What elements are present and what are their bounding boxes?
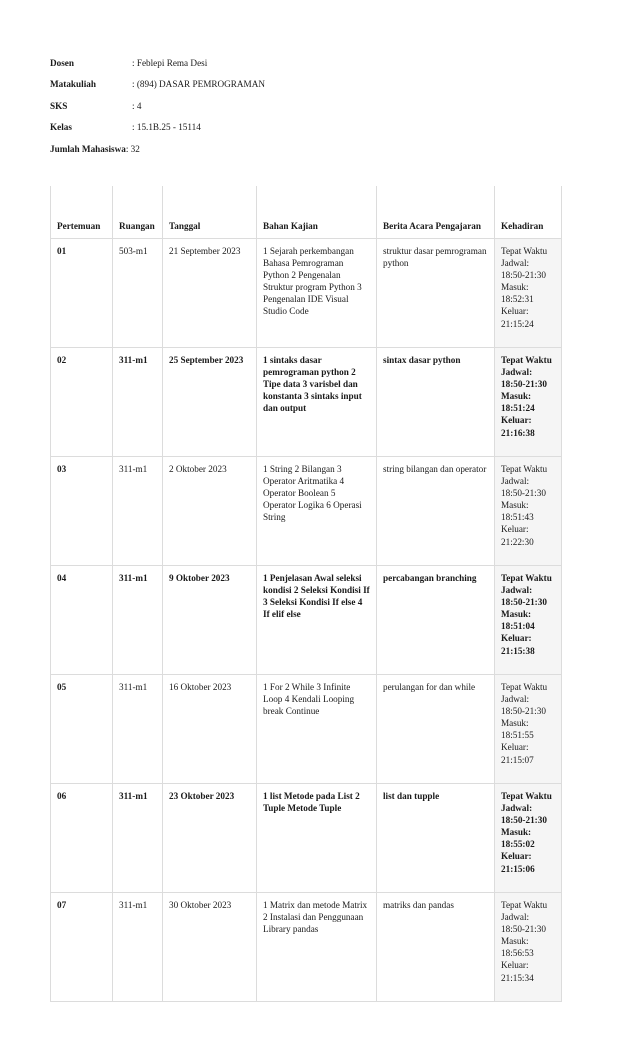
header-pertemuan: Pertemuan bbox=[51, 186, 113, 239]
table-row bbox=[51, 566, 562, 675]
course-info bbox=[50, 58, 265, 165]
cell-pertemuan: 01 bbox=[51, 239, 113, 348]
header-berita-acara: Berita Acara Pengajaran bbox=[377, 186, 495, 239]
cell-tanggal: 2 Oktober 2023 bbox=[163, 457, 257, 566]
info-dosen bbox=[50, 58, 265, 79]
cell-pertemuan: 04 bbox=[51, 566, 113, 675]
sks-value: : 4 bbox=[132, 100, 142, 111]
cell-berita-acara: list dan tupple bbox=[377, 784, 495, 893]
table-row bbox=[51, 784, 562, 893]
cell-kehadiran: Tepat Waktu Jadwal: 18:50-21:30 Masuk: 18:51:55 Keluar: 21:15:07 bbox=[495, 675, 562, 784]
cell-tanggal: 25 September 2023 bbox=[163, 348, 257, 457]
dosen-value: : Feblepi Rema Desi bbox=[132, 58, 208, 68]
header-bahan-kajian: Bahan Kajian bbox=[257, 186, 377, 239]
matakuliah-label: Matakuliah bbox=[50, 79, 96, 90]
cell-tanggal: 16 Oktober 2023 bbox=[163, 675, 257, 784]
info-kelas bbox=[50, 122, 265, 143]
cell-kehadiran: Tepat Waktu Jadwal: 18:50-21:30 Masuk: 18:56:53 Keluar: 21:15:34 bbox=[495, 893, 562, 1002]
header-tanggal: Tanggal bbox=[163, 186, 257, 239]
cell-pertemuan: 03 bbox=[51, 457, 113, 566]
dosen-label: Dosen bbox=[50, 58, 74, 68]
sks-label: SKS bbox=[50, 100, 68, 111]
cell-bahan-kajian: 1 String 2 Bilangan 3 Operator Aritmatika 4 Operator Boolean 5 Operator Logika 6 Operasi String bbox=[257, 457, 377, 566]
kelas-value: : 15.1B.25 - 15114 bbox=[132, 122, 201, 133]
cell-berita-acara: sintax dasar python bbox=[377, 348, 495, 457]
cell-berita-acara: matriks dan pandas bbox=[377, 893, 495, 1002]
info-matakuliah bbox=[50, 79, 265, 100]
cell-tanggal: 9 Oktober 2023 bbox=[163, 566, 257, 675]
cell-bahan-kajian: 1 Matrix dan metode Matrix 2 Instalasi dan Penggunaan Library pandas bbox=[257, 893, 377, 1002]
cell-ruangan: 311-m1 bbox=[113, 675, 163, 784]
header-ruangan: Ruangan bbox=[113, 186, 163, 239]
cell-pertemuan: 06 bbox=[51, 784, 113, 893]
cell-bahan-kajian: 1 Sejarah perkembangan Bahasa Pemrograman Python 2 Pengenalan Struktur program Python 3 Pengenalan IDE Visual Studio Code bbox=[257, 239, 377, 348]
cell-kehadiran: Tepat Waktu Jadwal: 18:50-21:30 Masuk: 18:51:04 Keluar: 21:15:38 bbox=[495, 566, 562, 675]
cell-ruangan: 311-m1 bbox=[113, 784, 163, 893]
cell-pertemuan: 05 bbox=[51, 675, 113, 784]
cell-ruangan: 311-m1 bbox=[113, 457, 163, 566]
info-jumlah bbox=[50, 144, 265, 165]
cell-berita-acara: percabangan branching bbox=[377, 566, 495, 675]
cell-tanggal: 21 September 2023 bbox=[163, 239, 257, 348]
cell-kehadiran: Tepat Waktu Jadwal: 18:50-21:30 Masuk: 18:52:31 Keluar: 21:15:24 bbox=[495, 239, 562, 348]
jumlah-value: : 32 bbox=[125, 143, 140, 154]
cell-ruangan: 311-m1 bbox=[113, 566, 163, 675]
cell-ruangan: 503-m1 bbox=[113, 239, 163, 348]
cell-bahan-kajian: 1 Penjelasan Awal seleksi kondisi 2 Seleksi Kondisi If 3 Seleksi Kondisi If else 4 If elif else bbox=[257, 566, 377, 675]
attendance-table bbox=[50, 186, 562, 1002]
jumlah-label: Jumlah Mahasiswa bbox=[50, 143, 126, 154]
cell-kehadiran: Tepat Waktu Jadwal: 18:50-21:30 Masuk: 18:51:43 Keluar: 21:22:30 bbox=[495, 457, 562, 566]
info-sks bbox=[50, 101, 265, 122]
table-row bbox=[51, 675, 562, 784]
kelas-label: Kelas bbox=[50, 122, 72, 133]
table-row bbox=[51, 893, 562, 1002]
cell-bahan-kajian: 1 list Metode pada List 2 Tuple Metode Tuple bbox=[257, 784, 377, 893]
cell-bahan-kajian: 1 sintaks dasar pemrograman python 2 Tipe data 3 varisbel dan konstanta 3 sintaks input dan output bbox=[257, 348, 377, 457]
table-header-row bbox=[51, 186, 562, 239]
cell-pertemuan: 07 bbox=[51, 893, 113, 1002]
table-row bbox=[51, 239, 562, 348]
table-row bbox=[51, 348, 562, 457]
cell-tanggal: 30 Oktober 2023 bbox=[163, 893, 257, 1002]
cell-ruangan: 311-m1 bbox=[113, 348, 163, 457]
cell-tanggal: 23 Oktober 2023 bbox=[163, 784, 257, 893]
cell-berita-acara: string bilangan dan operator bbox=[377, 457, 495, 566]
header-kehadiran: Kehadiran bbox=[495, 186, 562, 239]
cell-berita-acara: struktur dasar pemrograman python bbox=[377, 239, 495, 348]
matakuliah-value: : (894) DASAR PEMROGRAMAN bbox=[132, 79, 265, 90]
cell-berita-acara: perulangan for dan while bbox=[377, 675, 495, 784]
cell-pertemuan: 02 bbox=[51, 348, 113, 457]
cell-kehadiran: Tepat Waktu Jadwal: 18:50-21:30 Masuk: 18:55:02 Keluar: 21:15:06 bbox=[495, 784, 562, 893]
cell-ruangan: 311-m1 bbox=[113, 893, 163, 1002]
table-row bbox=[51, 457, 562, 566]
cell-bahan-kajian: 1 For 2 While 3 Infinite Loop 4 Kendali Looping break Continue bbox=[257, 675, 377, 784]
cell-kehadiran: Tepat Waktu Jadwal: 18:50-21:30 Masuk: 18:51:24 Keluar: 21:16:38 bbox=[495, 348, 562, 457]
